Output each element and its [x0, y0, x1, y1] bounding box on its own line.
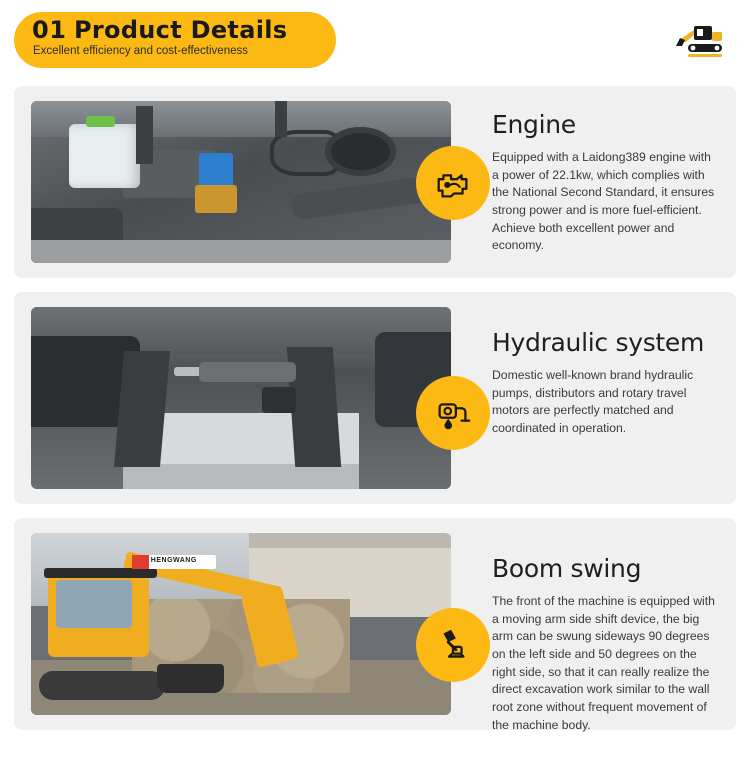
boom-swing-body: The front of the machine is equipped with a moving arm side shift device, the big arm can be swung sideways 90 degrees on the left side and 50 degrees on the right side, so that it can really realize the direct excavation work similar to the wall root zone without frequent movement of the machine body. — [492, 594, 715, 732]
machine-brand-text: HENGWANG — [150, 556, 197, 564]
page-header — [0, 0, 750, 86]
hydraulic-pump-icon — [416, 376, 490, 450]
hydraulic-text-block — [492, 328, 720, 438]
hydraulic-heading: Hydraulic system — [492, 328, 705, 357]
section-number: 01 — [32, 16, 67, 44]
excavator-working-photo — [31, 533, 451, 715]
feature-card-hydraulic — [14, 292, 736, 504]
engine-heading: Engine — [492, 110, 576, 139]
engine-text-block — [492, 110, 720, 255]
boom-arm-icon — [416, 608, 490, 682]
engine-icon — [416, 146, 490, 220]
excavator-logo-icon — [672, 20, 728, 64]
feature-card-boom-swing — [14, 518, 736, 730]
engine-compartment-photo — [31, 101, 451, 263]
feature-card-engine — [14, 86, 736, 278]
page-subtitle: Excellent efficiency and cost-effectiveness — [33, 45, 248, 57]
boom-swing-heading: Boom swing — [492, 554, 642, 583]
boom-swing-text-block — [492, 554, 720, 735]
hydraulic-cylinder-photo — [31, 307, 451, 489]
hydraulic-body: Domestic well-known brand hydraulic pumps, distributors and rotary travel motors are perfectly matched and coordinated in operation. — [492, 368, 694, 436]
page-title: Product Details — [74, 16, 288, 44]
engine-body: Equipped with a Laidong389 engine with a power of 22.1kw, which complies with the National Second Standard, it ensures strong power and is more fuel-efficient. Achieve both excellent power and economy. — [492, 150, 715, 253]
